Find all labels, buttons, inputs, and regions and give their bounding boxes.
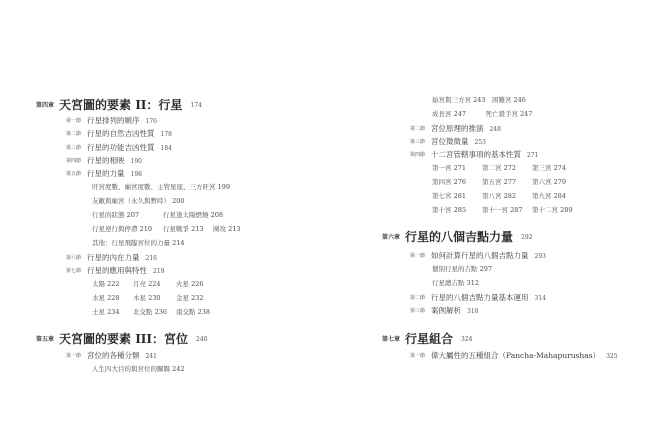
planet-entry: 木星 230 [133,294,161,302]
subsection-entry: 始宮與三方宮 243 困難宮 246 [432,96,526,104]
house-entry: 第七宮 281 [432,192,466,200]
subsection-entry: 人生四大目的與宮位的關聯 242 [92,365,185,373]
house-entry: 第十二宮 289 [532,206,573,214]
section-entry: 第二節 行星的八個吉點力量基本運用 314 [410,293,546,302]
section-entry: 第六節 行星的內在力量 216 [66,253,157,262]
page-number: 174 [190,102,202,109]
page-number: 324 [461,336,473,343]
subsection-entry: 行星的狀態 207 [92,211,139,219]
section-entry: 第二節 行星的自然吉凶性質 178 [66,129,172,138]
subsection-entry: 行星戰爭 213 [163,225,204,233]
planet-entry: 火星 226 [176,280,204,288]
chapter-title: 天宮圖的要素 II：行星 [59,98,183,112]
section-entry: 第三節 案例解析 318 [410,306,479,315]
planet-entry: 金星 232 [176,294,204,302]
chapter-4-heading [36,97,202,113]
house-entry: 第三宮 274 [532,164,566,172]
section-entry: 第四節 行星的相映 190 [66,156,142,165]
page-number: 240 [196,336,208,343]
planet-entry: 水星 228 [92,294,120,302]
chapter-6-heading [382,229,532,245]
house-entry: 第一宮 271 [432,164,466,172]
house-entry: 第八宮 282 [482,192,516,200]
section-entry: 第五節 行星的力量 198 [66,169,142,178]
chapter-7-heading [382,331,472,347]
subsection-entry: 個別行星的吉點 297 [432,265,492,273]
section-entry: 第一節 偉大屬性的五種組合（Pancha-Mahapurushas） 325 [410,351,618,360]
house-entry: 第五宮 277 [482,178,516,186]
section-entry: 第七節 行星的應用與特性 219 [66,266,165,275]
planet-entry: 土星 234 [92,308,120,316]
section-entry: 第三節 行星的功能吉凶性質 184 [66,143,172,152]
section-entry: 第三節 宮位徵徵量 253 [410,137,486,146]
planet-entry: 北交點 236 [133,308,167,316]
section-entry: 第二節 宮位原理的推演 248 [410,124,501,133]
subsection-entry: 旺宮度數、廟宮度數、主管星座、三方旺宮 199 [92,183,230,191]
section-entry: 第一節 宮位的各種分類 241 [66,351,157,360]
subsection-entry: 行星逢太陽燃燒 208 [163,211,223,219]
page-number: 292 [521,234,533,241]
subsection-entry: 行星總吉點 312 [432,279,479,287]
subsection-entry: 圍攻 213 [213,225,241,233]
subsection-entry: 友敵與廟宮（永久與暫時） 200 [92,197,185,205]
house-entry: 第十一宮 287 [482,206,523,214]
chapter-title: 天宮圖的要素 III：宮位 [59,332,189,346]
chapter-title: 行星的八個吉點力量 [405,230,514,244]
section-entry: 第一節 行星排列的順序 176 [66,116,157,125]
subsection-entry: 行星逆行與停滯 210 [92,225,152,233]
planet-entry: 月亮 224 [133,280,161,288]
house-entry: 第四宮 276 [432,178,466,186]
house-entry: 第十宮 285 [432,206,466,214]
planet-entry: 南交點 238 [176,308,210,316]
chapter-5-heading [36,331,208,347]
chapter-number: 第七章 [382,336,401,343]
house-entry: 第二宮 272 [482,164,516,172]
subsection-entry: 其他：行星飛臨宮位的力量 214 [92,239,185,247]
subsection-entry: 成長宮 247 死亡殺手宮 247 [432,110,533,118]
section-entry: 第四節 十二宮管轄事項的基本性質 271 [410,150,539,159]
chapter-number: 第五章 [36,336,55,343]
chapter-number: 第六章 [382,234,401,241]
section-entry: 第一節 如何計算行星的八個吉點力量 293 [410,251,546,260]
planet-entry: 太陽 222 [92,280,120,288]
chapter-title: 行星組合 [405,332,454,346]
house-entry: 第九宮 284 [532,192,566,200]
house-entry: 第六宮 279 [532,178,566,186]
chapter-number: 第四章 [36,102,55,109]
